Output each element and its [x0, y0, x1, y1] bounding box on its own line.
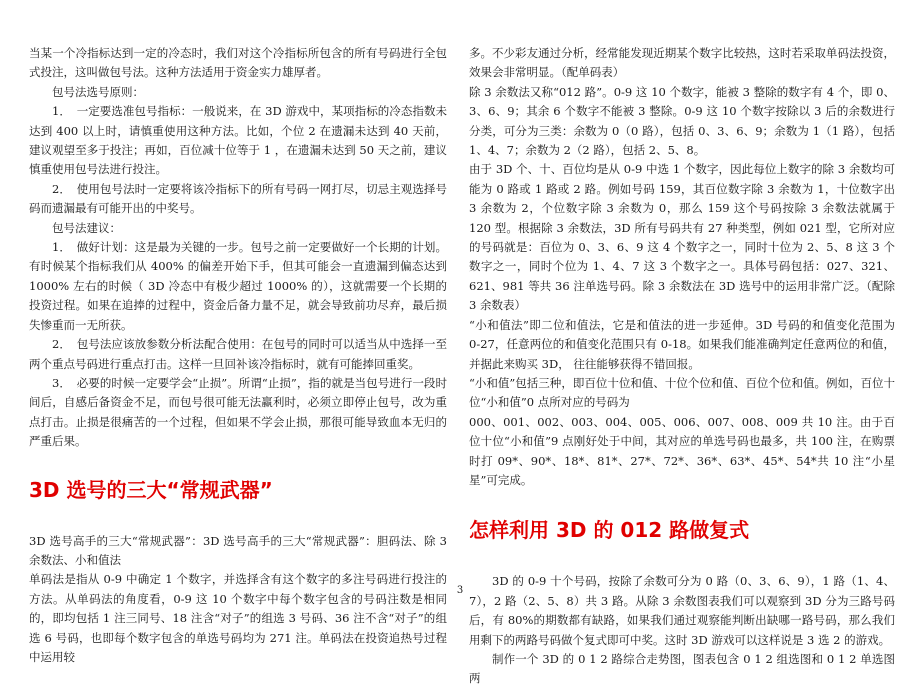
paragraph: 除 3 余数法又称“012 路”。0-9 这 10 个数字，能被 3 整除的数字有 4 个，即 0、3、6、9；其余 6 个数字不能被 3 整除。0-9 这 10 个数字按除以 3 后的余数进行分类，可分为三类：余数为 0（0 路），包括 0、3、6、9；余数为 1（1 路），包括 1、4、7；余数为 2（2 路），包括 2、5、8。 [469, 84, 895, 158]
section-heading: 3D 选号的三大“常规武器” [29, 477, 273, 502]
left-column [29, 44, 447, 667]
paragraph: 1． 做好计划：这是最为关键的一步。包号之前一定要做好一个长期的计划。有时候某个指标我们从 400% 的偏差开始下手，但其可能会一直遗漏到偏态达到 1000% 左右的时候（ 3D 冷态中有极少超过 1000% 的），这就需要一个长期的投资过程。如果在追捧的过程中，资金后备力量不足，就会导致前功尽弃，最后损失惨重而一无所获。 [29, 240, 447, 332]
paragraph: 制作一个 3D 的 0 1 2 路综合走势图，图表包含 0 1 2 组选图和 0 1 2 单选图两 [469, 651, 895, 686]
paragraph: 2． 包号法应该放参数分析法配合使用：在包号的同时可以适当从中选择一至两个重点号码进行重点打击。这样一旦回补该冷指标时，就有可能捧回重奖。 [29, 337, 447, 371]
paragraph: 由于 3D 个、十、百位均是从 0-9 中选 1 个数字，因此每位上数字的除 3 余数均可能为 0 路或 1 路或 2 路。例如号码 159，其百位数字除 3 余数为 1，十位数字出 3 余数为 2，个位数字除 3 余数为 0，那么 159 这个号码按除 3 余数法就属于 120 型。根据除 3 余数法，3D 所有号码共有 27 种类型，例如 021 型，它所对应的号码就是：百位为 0、3、6、9 这 4 个数字之一，同时十位为 2、5、8 这 3 个数字之一，同时个位为 1、4、7 这 3 个数字之一。具体号码包括：027、321、621、981 等共 36 注单选号码。除 3 余数法在 3D 选号中的运用非常广泛。（配除 3 余数表） [469, 162, 895, 313]
paragraph: “小和值法”即二位和值法，它是和值法的进一步延伸。3D 号码的和值变化范围为 0-27，任意两位的和值变化范围只有 0-18。如果我们能准确判定任意两位的和值，并据此来购买 3D， 往往能够获得不错回报。 [469, 317, 895, 371]
paragraph: “小和值”包括三种，即百位十位和值、十位个位和值、百位个位和值。例如，百位十位“小和值”0 点所对应的号码为 [469, 375, 895, 410]
paragraph: 当某一个冷指标达到一定的冷态时，我们对这个冷指标所包含的所有号码进行全包式投注，这叫做包号法。这种方法适用于资金实力雄厚者。 [29, 46, 447, 80]
paragraph: 3D 的 0-9 十个号码，按除了余数可分为 0 路（0、3、6、9），1 路（1、4、7），2 路（2、5、8）共 3 路。从除 3 余数图表我们可以观察到 3D 分为三路号码后，有 80%的期数都有缺路，如果我们通过观察能判断出缺哪一路号码，那么我们用剩下的两路号码做个复式即可中奖。这时 3D 游戏可以这样说是 3 选 2 的游戏。 [469, 574, 895, 647]
paragraph: 包号法建议： [52, 220, 121, 235]
paragraph: 3． 必要的时候一定要学会“止损”。所谓“止损”，指的就是当包号进行一段时间后，自感后备资金不足，而包号很可能无法赢利时，必须立即停止包号，改为重点打击。止损是很痛苦的一个过程，但如果不学会止损，那很可能导致血本无归的严重后果。 [29, 375, 447, 449]
section-heading: 怎样利用 3D 的 012 路做复式 [469, 518, 750, 543]
paragraph: 多。不少彩友通过分析，经常能发现近期某个数字比较热，这时若采取单码法投资，效果会非常明显。（配单码表） [469, 46, 895, 80]
paragraph: 1． 一定要选准包号指标：一般说来，在 3D 游戏中，某项指标的冷态指数未达到 400 以上时，请慎重使用这种方法。比如，个位 2 在遗漏未达到 40 天前，建议观望至多于投注；再如，百位减十位等于 1 ，在遗漏未达到 50 天之前，建议慎重使用包号法进行投注。 [29, 104, 447, 177]
paragraph: 2． 使用包号法时一定要将该冷指标下的所有号码一网打尽，切忌主观选择号码而遗漏最有可能开出的中奖号。 [29, 181, 447, 216]
paragraph: 单码法是指从 0-9 中确定 1 个数字，并选择含有这个数字的多注号码进行投注的方法。从单码法的角度看，0-9 这 10 个数字中每个数字包含的号码注数是相同的，即均包括 1 注三同号、18 注含“对子”的组选 3 号码、36 注不含“对子”的组选 6 号码，也即每个数字包含的单选号码均为 271 注。单码法在投资追热号过程中运用较 [29, 572, 447, 664]
paragraph: 000、001、002、003、004、005、006、007、008、009 共 10 注。由于百位十位“小和值”9 点刚好处于中间，其对应的单选号码也最多，共 100 注，在购票时打 09*、90*、18*、81*、27*、72*、36*、63*、45*、54*共 10 注“小星星”可完成。 [469, 414, 895, 487]
paragraph: 3D 选号高手的三大“常规武器”：3D 选号高手的三大“常规武器”：胆码法、除 3 余数法、小和值法 [29, 533, 447, 567]
paragraph: 包号法选号原则： [52, 84, 144, 99]
page-number: 3 [456, 585, 464, 596]
